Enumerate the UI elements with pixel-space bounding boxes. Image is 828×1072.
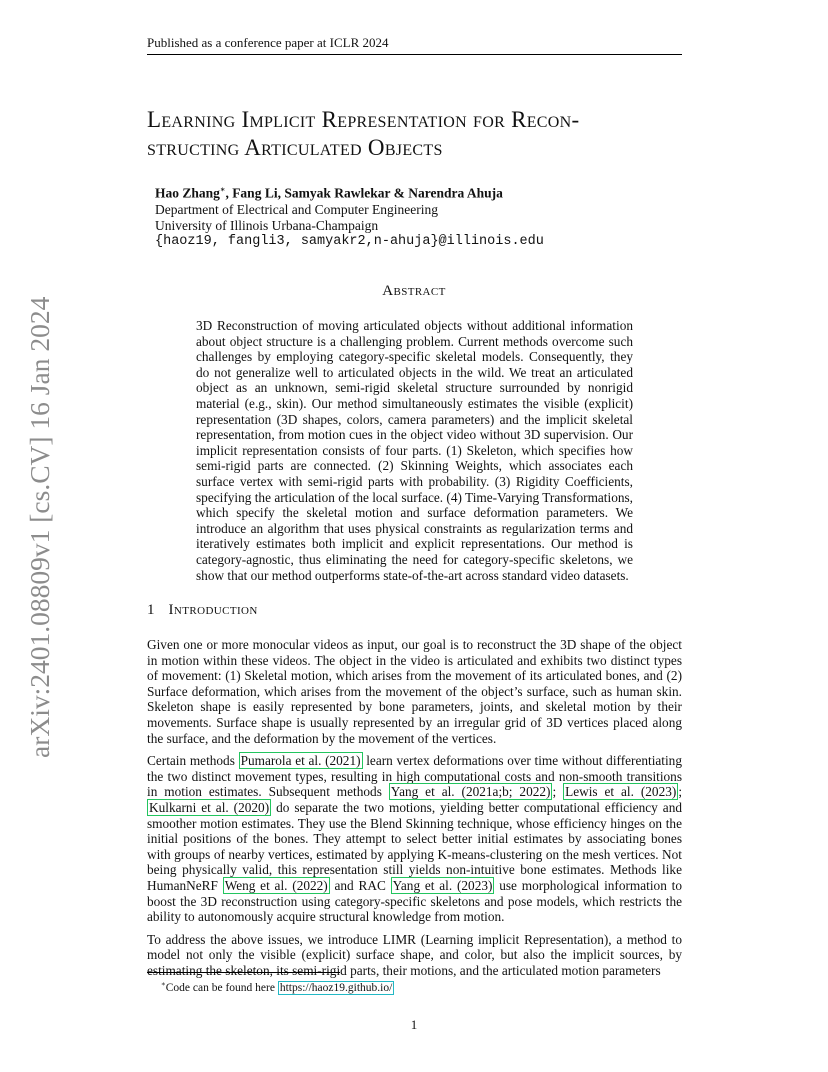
other-authors: , Fang Li, Samyak Rawlekar & Narendra Ahuja	[225, 185, 503, 201]
department: Department of Electrical and Computer Engineering	[155, 201, 439, 217]
page-number: 1	[410, 1017, 418, 1032]
author-names	[155, 182, 544, 202]
title-line-2: structing Articulated Objects	[147, 135, 443, 160]
citation-link[interactable]: Kulkarni et al. (2020)	[149, 799, 270, 815]
author-block	[155, 182, 544, 250]
footnote-rule	[147, 972, 340, 973]
paragraph-3: To address the above issues, we introduce LIMR (Learning implicit Representation), a method to model not only the visible (explicit) surface shape, and color, but also the implicit sources, by estimating the skeleton, its semi-rigid parts, their motions, and the articulated motion parameters	[147, 931, 682, 978]
section-number: 1	[147, 602, 155, 618]
citation-link[interactable]: Lewis et al. (2023)	[565, 784, 677, 800]
title-line-1: Learning Implicit Representation for Recon-	[147, 107, 580, 132]
paper-title	[147, 106, 707, 162]
citation-link[interactable]: Yang et al. (2023)	[392, 877, 493, 893]
author-emails: {haoz19, fangli3, samyakr2,n-ahuja}@illinois.edu	[155, 233, 544, 249]
footnote-mark[interactable]: ∗	[219, 185, 226, 194]
paragraph-2: Certain methods Pumarola et al. (2021) learn vertex deformations over time without differentiating the two distinct movement types, resulting in high computational costs and non-smooth transitions in motion estimates. Subsequent methods Yang et al. (2021a;b; 2022) ; Lewis et al. (2023) ; Kulkarni et al. (2020) do separate the two motions, yielding better computational efficiency and smoother motion estimates. They use the Blend Skinning technique, whose efficiency hinges on the initial positions of the bones. They attempt to select better initial estimates by associating bones with groups of nearby vertices, estimated by applying K-means-clustering on the mesh vertices. Not being physically valid, this representation still yields non-intuitive bone estimates. Methods like HumanNeRF Weng et al. (2022) and RAC Yang et al. (2023) use morphological information to boost the 3D reconstruction using category-specific skeletons and pose models, which restricts the ability to autonomously acquire structural knowledge from motion.	[147, 753, 683, 925]
code-link[interactable]: https://haoz19.github.io/	[279, 981, 393, 994]
arxiv-identifier[interactable]: arXiv:2401.08809v1 [cs.CV] 16 Jan 2024	[24, 296, 55, 758]
introduction-body	[147, 637, 682, 985]
footnote-text: Code can be found here	[165, 981, 278, 994]
university: University of Illinois Urbana-Champaign	[155, 217, 379, 233]
abstract-body: 3D Reconstruction of moving articulated objects without additional information about object structure is a challenging problem. Current methods overcome such challenges by employing category-specific skeletal models. Consequently, they do not generalize well to articulated objects in the wild. We treat an articulated object as an unknown, semi-rigid skeletal structure surrounded by nonrigid material (e.g., skin). Our method simultaneously estimates the visible (explicit) representation (3D shapes, colors, camera parameters) and the implicit skeletal representation, from motion cues in the object video without 3D supervision. Our implicit representation consists of four parts. (1) Skeleton, which specifies how semi-rigid parts are connected. (2) Skinning Weights, which associates each surface vertex with semi-rigid parts with probability. (3) Rigidity Coefficients, specifying the articulation of the local surface. (4) Time-Varying Transformations, which specify the skeletal motion and surface deformation parameters. We introduce an algorithm that uses physical constraints as regularization terms and iteratively estimates both implicit and explicit representations. Our method is category-agnostic, thus eliminating the need for category-specific skeletons, we show that our method outperforms state-of-the-art across standard video datasets.	[196, 318, 633, 583]
section-title: Introduction	[168, 602, 258, 618]
abstract-heading: Abstract	[382, 283, 446, 299]
section-heading	[147, 602, 258, 619]
running-header: Published as a conference paper at ICLR 2024	[147, 35, 682, 55]
footnote-symbol: ∗	[161, 980, 166, 988]
paragraph-1: Given one or more monocular videos as input, our goal is to reconstruct the 3D shape of the object in motion within these videos. The object in the video is articulated and exhibits two distinct types of movement: (1) Skeletal motion, which arises from the movement of its articulated bones, and (2) Surface deformation, which arises from the movement of the object’s surface, such as human skin. Skeleton shape is easily represented by bone parameters, joints, and skeletal motion by their movements. Surface shape is usually represented by an irregular grid of 3D vertices placed along the surface, and the deformation by the movement of the vertices.	[147, 637, 682, 746]
citation-link[interactable]: Pumarola et al. (2021)	[240, 753, 361, 769]
first-author: Hao Zhang	[155, 185, 220, 201]
citation-link[interactable]: Yang et al. (2021a;b; 2022)	[390, 784, 551, 800]
footnote	[161, 977, 394, 995]
citation-link[interactable]: Weng et al. (2022)	[224, 877, 328, 893]
